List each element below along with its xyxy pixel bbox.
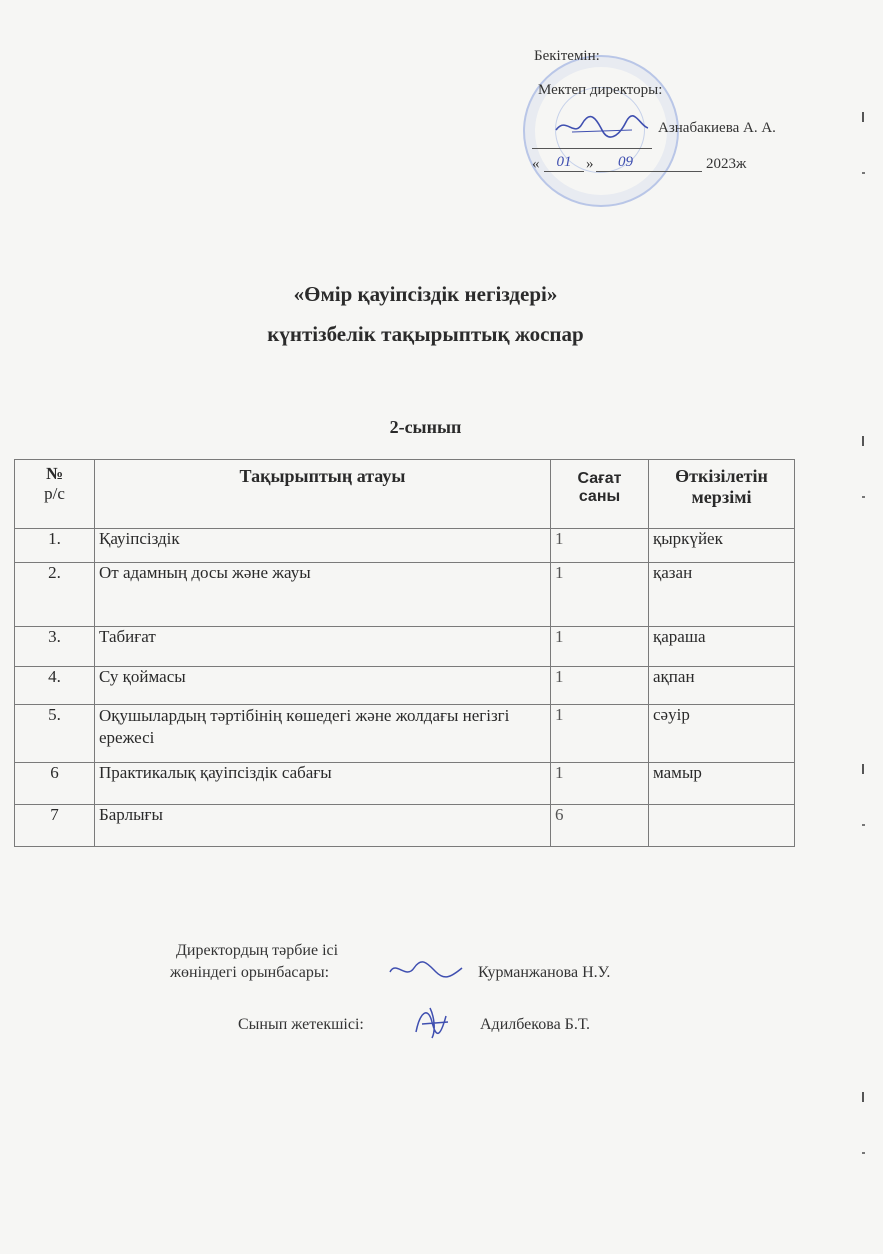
binder-mark bbox=[862, 112, 864, 122]
binder-mark bbox=[862, 1092, 864, 1102]
header-hours bbox=[551, 460, 649, 529]
deputy-title-line1: Директордың тәрбие ісі bbox=[176, 942, 339, 959]
row-hours: 1 bbox=[551, 627, 649, 667]
deputy-name: Курманжанова Н.У. bbox=[478, 964, 611, 981]
row-topic: От адамның досы және жауы bbox=[95, 563, 551, 627]
binder-mark bbox=[862, 436, 864, 446]
date-open-quote: « bbox=[532, 156, 540, 172]
date-close-quote: » bbox=[586, 156, 594, 172]
row-topic: Қауіпсіздік bbox=[95, 529, 551, 563]
row-number: 5. bbox=[15, 705, 95, 763]
table-row bbox=[15, 529, 795, 563]
class-teacher-name: Адилбекова Б.Т. bbox=[480, 1016, 591, 1033]
row-date: қазан bbox=[649, 563, 795, 627]
table-row bbox=[15, 627, 795, 667]
row-topic: Су қоймасы bbox=[95, 667, 551, 705]
director-signature bbox=[552, 112, 652, 142]
row-number: 4. bbox=[15, 667, 95, 705]
table-row bbox=[15, 763, 795, 805]
header-hours-line1: Сағат bbox=[577, 470, 622, 487]
director-position: Мектеп директоры: bbox=[538, 82, 663, 98]
binder-mark bbox=[862, 1152, 865, 1154]
table-row bbox=[15, 667, 795, 705]
row-date: мамыр bbox=[649, 763, 795, 805]
binder-mark bbox=[862, 172, 865, 174]
row-number: 1. bbox=[15, 529, 95, 563]
row-date: қыркүйек bbox=[649, 529, 795, 563]
row-hours: 1 bbox=[551, 667, 649, 705]
header-topic: Тақырыптың атауы bbox=[95, 460, 551, 529]
table-row bbox=[15, 563, 795, 627]
row-number: 6 bbox=[15, 763, 95, 805]
row-hours: 1 bbox=[551, 529, 649, 563]
plan-table bbox=[14, 459, 795, 847]
row-date: қараша bbox=[649, 627, 795, 667]
document-title: «Өмір қауіпсіздік негіздері» bbox=[293, 282, 558, 306]
row-date bbox=[649, 805, 795, 847]
binder-mark bbox=[862, 496, 865, 498]
row-topic: Табиғат bbox=[95, 627, 551, 667]
teacher-signature bbox=[410, 1002, 454, 1042]
date-month: 09 bbox=[596, 154, 702, 172]
binder-mark bbox=[862, 824, 865, 826]
table-row bbox=[15, 705, 795, 763]
table-header-row bbox=[15, 460, 795, 529]
row-topic: Практикалық қауіпсіздік сабағы bbox=[95, 763, 551, 805]
row-hours: 1 bbox=[551, 563, 649, 627]
row-number: 2. bbox=[15, 563, 95, 627]
row-hours: 6 bbox=[551, 805, 649, 847]
header-date-line1: Өткізілетін bbox=[675, 466, 768, 486]
document-subtitle: күнтізбелік тақырыптық жоспар bbox=[267, 322, 584, 346]
grade-label: 2-сынып bbox=[389, 417, 462, 437]
deputy-title-line2: жөніндегі орынбасары: bbox=[170, 964, 330, 981]
binder-mark bbox=[862, 764, 864, 774]
header-number-symbol: № bbox=[45, 464, 64, 483]
row-number: 3. bbox=[15, 627, 95, 667]
header-date-line2: мерзімі bbox=[691, 487, 752, 507]
date-year: 2023ж bbox=[706, 156, 747, 172]
row-date: сәуір bbox=[649, 705, 795, 763]
header-number-abbr: р/с bbox=[44, 484, 65, 503]
class-teacher-label: Сынып жетекшісі: bbox=[238, 1016, 364, 1033]
director-name: Азнабакиева А. А. bbox=[658, 120, 776, 136]
deputy-signature bbox=[386, 956, 466, 986]
header-number bbox=[15, 460, 95, 529]
date-day: 01 bbox=[544, 154, 584, 172]
table-row-total bbox=[15, 805, 795, 847]
row-hours: 1 bbox=[551, 763, 649, 805]
row-topic: Оқушылардың тәртібінің көшедегі және жолдағы негізгі ережесі bbox=[95, 705, 551, 763]
row-number: 7 bbox=[15, 805, 95, 847]
row-topic: Барлығы bbox=[95, 805, 551, 847]
approval-heading: Бекітемін: bbox=[534, 48, 600, 64]
header-date bbox=[649, 460, 795, 529]
row-date: ақпан bbox=[649, 667, 795, 705]
row-hours: 1 bbox=[551, 705, 649, 763]
header-hours-line2: саны bbox=[578, 488, 621, 505]
